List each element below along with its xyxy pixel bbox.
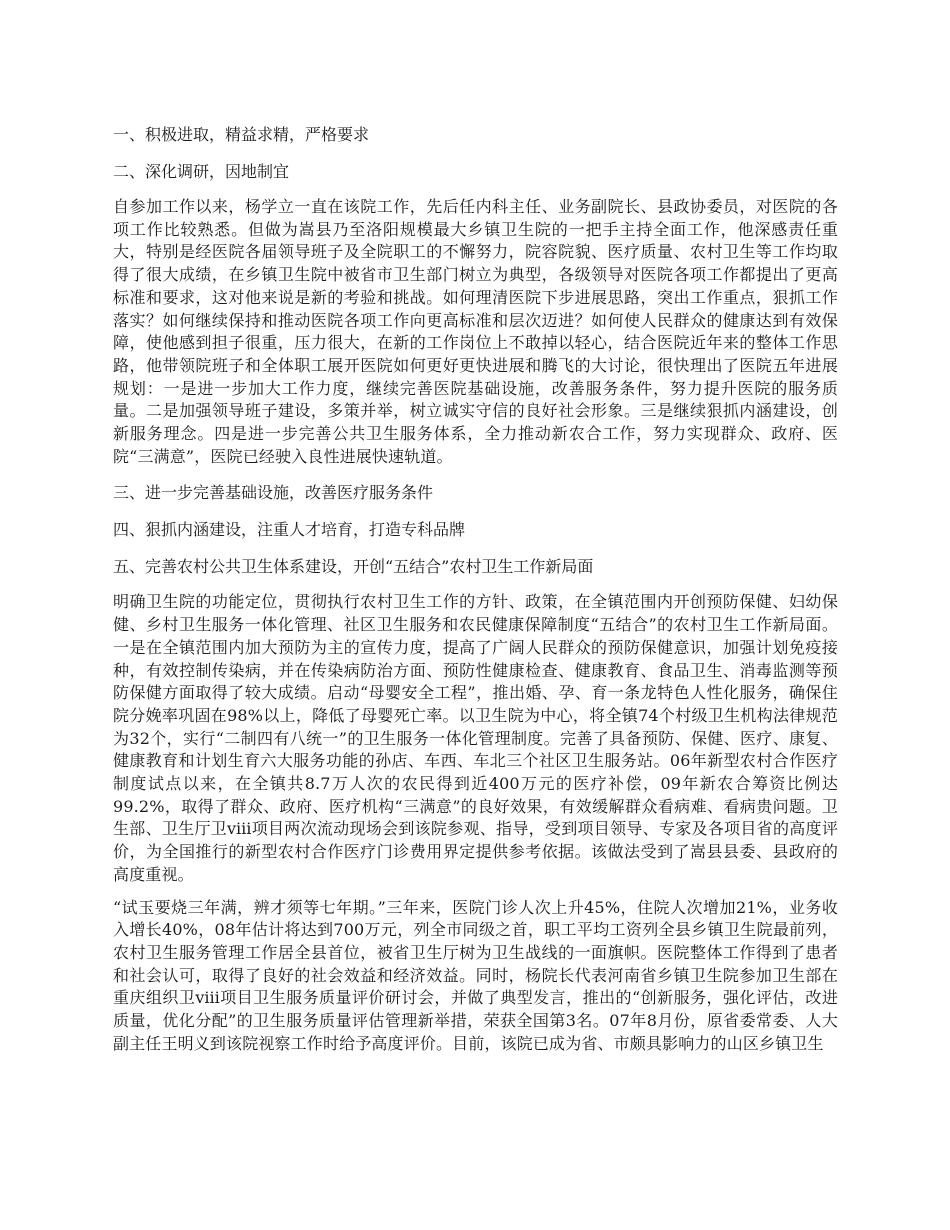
heading-3: 三、进一步完善基础设施，改善医疗服务条件 [113, 483, 434, 503]
heading-4: 四、狠抓内涵建设，注重人才培育，打造专科品牌 [113, 520, 466, 540]
heading-5: 五、完善农村公共卫生体系建设，开创“五结合”农村卫生工作新局面 [113, 557, 594, 577]
heading-1: 一、积极进取，精益求精，严格要求 [113, 125, 370, 144]
paragraph-1: 自参加工作以来，杨学立一直在该院工作，先后任内科主任、业务副院长、县政协委员，对医院的各项工作比较熟悉。但做为嵩县乃至洛阳规模最大乡镇卫生院的一把手主持全面工作，他深感责任重大，特别是经医院各届领导班子及全院职工的不懈努力，院容院貌、医疗质量、农村卫生等工作均取得了很大成绩，在乡镇卫生院中被省市卫生部门树立为典型，各级领导对医院各项工作都提出了更高标准和要求，这对他来说是新的考验和挑战。如何理清医院下步进展思路，突出工作重点，狠抓工作落实？如何继续保持和推动医院各项工作向更高标准和层次迈进？如何使人民群众的健康达到有效保障，使他感到担子很重，压力很大，在新的工作岗位上不敢掉以轻心，结合医院近年来的整体工作思路，他带领院班子和全体职工展开医院如何更好更快进展和腾飞的大讨论，很快理出了医院五年进展规划：一是进一步加大工作力度，继续完善医院基础设施，改善服务条件，努力提升医院的服务质量。二是加强领导班子建设，多策并举，树立诚实守信的良好社会形象。三是继续狠抓内涵建设，创新服务理念。四是进一步完善公共卫生服务体系，全力推动新农合工作，努力实现群众、政府、医院“三满意”，医院已经驶入良性进展快速轨道。 [113, 197, 838, 466]
paragraph-3: “试玉要烧三年满，辨才须等七年期。”三年来，医院门诊人次上升45%，住院人次增加21%，业务收入增长40%，08年估计将达到700万元，列全市同级之首，职工平均工资列全县乡镇卫生院最前列，农村卫生服务管理工作居全县首位，被省卫生厅树为卫生战线的一面旗帜。医院整体工作得到了患者和社会认可，取得了良好的社会效益和经济效益。同时，杨院长代表河南省乡镇卫生院参加卫生部在重庆组织卫ⅷ项目卫生服务质量评价研讨会，并做了典型发言，推出的“创新服务，强化评估，改进质量，优化分配”的卫生服务质量评估管理新举措，荣获全国第3名。07年8月份，原省委常委、人大副主任王明义到该院视察工作时给予高度评价。目前，该院已成为省、市颇具影响力的山区乡镇卫生 [113, 897, 838, 1053]
heading-2: 二、深化调研，因地制宜 [113, 162, 290, 181]
paragraph-2: 明确卫生院的功能定位，贯彻执行农村卫生工作的方针、政策，在全镇范围内开创预防保健、妇幼保健、乡村卫生服务一体化管理、社区卫生服务和农民健康保障制度“五结合”的农村卫生工作新局面。一是在全镇范围内加大预防为主的宣传力度，提高了广阔人民群众的预防保健意识，加强计划免疫接种，有效控制传染病，并在传染病防治方面、预防性健康检查、健康教育、食品卫生、消毒监测等预防保健方面取得了较大成绩。启动“母婴安全工程”，推出婚、孕、育一条龙特色人性化服务，确保住院分娩率巩固在98%以上，降低了母婴死亡率。以卫生院为中心，将全镇74个村级卫生机构法律规范为32个，实行“二制四有八统一”的卫生服务一体化管理制度。完善了具备预防、保健、医疗、康复、健康教育和计划生育六大服务功能的孙店、车西、车北三个社区卫生服务站。06年新型农村合作医疗制度试点以来，在全镇共8.7万人次的农民得到近400万元的医疗补偿，09年新农合筹资比例达99.2%，取得了群众、政府、医疗机构“三满意”的良好效果，有效缓解群众看病难、看病贵问题。卫生部、卫生厅卫ⅷ项目两次流动现场会到该院参观、指导，受到项目领导、专家及各项目省的高度评价，为全国推行的新型农村合作医疗门诊费用界定提供参考依据。该做法受到了嵩县县委、县政府的高度重视。 [113, 592, 838, 884]
document-body [113, 122, 838, 1068]
